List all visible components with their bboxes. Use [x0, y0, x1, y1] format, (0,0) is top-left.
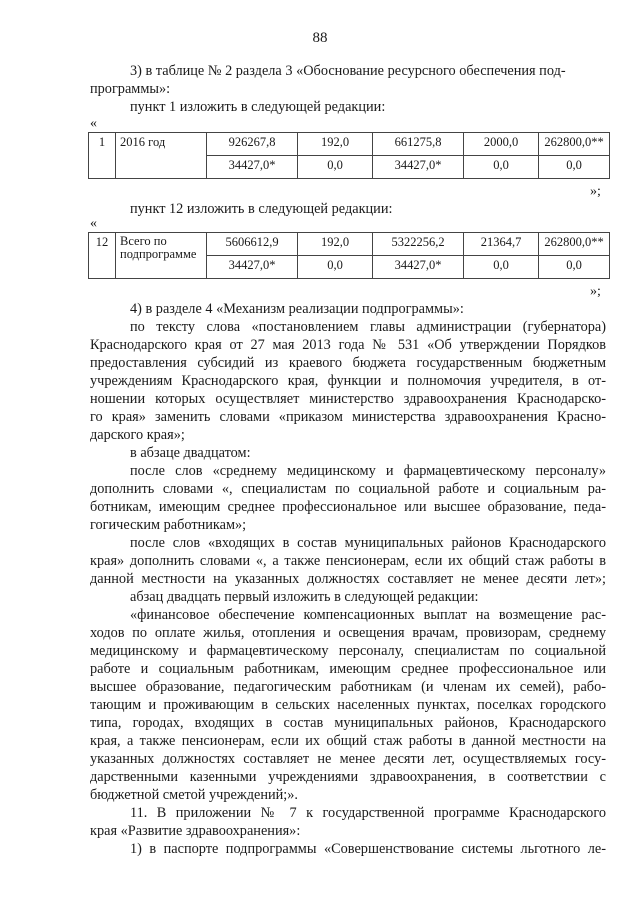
table-cell-label [116, 233, 207, 279]
body-line: указанных должностях составляет не менее десяти лет, осуществляемых госу- [90, 751, 606, 767]
table-cell: 34427,0* [207, 156, 298, 179]
body-line: 1) в паспорте подпрограммы «Совершенствование системы льготного ле- [130, 841, 606, 857]
intro-line-1: 3) в таблице № 2 раздела 3 «Обоснование ресурсного обеспечения под- [130, 63, 566, 79]
body-line: тающим и проживающим в сельских населенных пунктах, поселках городского [90, 697, 606, 713]
table-row [89, 233, 610, 256]
body-line: данной местности на указанных должностях составляет не менее десяти лет»; [90, 571, 606, 587]
body-line: работе и социальным работникам, имеющим среднее профессиональное или [90, 661, 606, 677]
intro-line-2: программы»: [90, 81, 171, 97]
table-item-1 [88, 132, 610, 179]
body-line: края «Развитие здравоохранения»: [90, 823, 301, 839]
open-quote-2: « [90, 216, 97, 231]
body-line: ношении которых осуществляет министерство здравоохранения Краснодарско- [90, 391, 606, 407]
body-line: высшее образование, педагогическим работникам (и членам их семей), рабо- [90, 679, 606, 695]
table-row [89, 133, 610, 156]
table-label-line-1: Всего по [120, 234, 167, 248]
table-cell: 0,0 [539, 156, 610, 179]
table-cell: 34427,0* [373, 256, 464, 279]
body-line: медицинскому и фармацевтическому персоналу, специалистам по социальной [90, 643, 606, 659]
close-quote-1: »; [590, 184, 601, 199]
table-cell: 2000,0 [464, 133, 539, 156]
mid-line: пункт 12 изложить в следующей редакции: [130, 201, 393, 217]
body-line: в абзаце двадцатом: [130, 445, 251, 461]
body-line: по тексту слова «постановлением главы администрации (губернатора) [130, 319, 606, 335]
body-line: 4) в разделе 4 «Механизм реализации подпрограммы»: [130, 301, 464, 317]
table-cell: 262800,0** [539, 233, 610, 256]
table-cell: 34427,0* [207, 256, 298, 279]
body-line: дополнить словами «, специалистам по социальной работе и социальным ра- [90, 481, 606, 497]
table-cell: 262800,0** [539, 133, 610, 156]
table-cell-index: 1 [89, 133, 116, 179]
table-label-line-2: подпрограмме [120, 247, 197, 261]
table-cell: 0,0 [298, 156, 373, 179]
table-cell-label: 2016 год [116, 133, 207, 179]
table-cell: 0,0 [464, 256, 539, 279]
body-line: типа, городах, входящих в состав муниципальных районов, Краснодарского [90, 715, 606, 731]
body-line: края» дополнить словами «, а также пенсионерам, если их общий стаж работы в [90, 553, 606, 569]
body-line: ходов по оплате жилья, отопления и освещения врачам, провизорам, среднему [90, 625, 606, 641]
table-cell-index: 12 [89, 233, 116, 279]
page-number: 88 [312, 30, 328, 46]
table-cell: 192,0 [298, 233, 373, 256]
table-cell: 5322256,2 [373, 233, 464, 256]
body-line: после слов «среднему медицинскому и фармацевтическому персоналу» [130, 463, 606, 479]
table-cell: 21364,7 [464, 233, 539, 256]
body-line: ботникам, имеющим среднее профессиональное или высшее образование, педа- [90, 499, 606, 515]
body-line: предоставления субсидий из краевого бюджета государственным бюджетным [90, 355, 606, 371]
body-line: 11. В приложении № 7 к государственной программе Краснодарского [130, 805, 606, 821]
body-line: гогическим работникам»; [90, 517, 247, 533]
body-line: края, а также пенсионерам, если их общий стаж работы в данной местности на [90, 733, 606, 749]
table-cell: 0,0 [539, 256, 610, 279]
intro-line-3: пункт 1 изложить в следующей редакции: [130, 99, 386, 115]
table-cell: 0,0 [464, 156, 539, 179]
table-cell: 5606612,9 [207, 233, 298, 256]
table-item-12 [88, 232, 610, 279]
close-quote-2: »; [590, 284, 601, 299]
table-cell: 0,0 [298, 256, 373, 279]
body-line: дарственными казенными учреждениями здравоохранения, в соответствии с [90, 769, 606, 785]
body-line: бюджетной сметой учреждений;». [90, 787, 298, 803]
body-line: «финансовое обеспечение компенсационных выплат на возмещение рас- [130, 607, 606, 623]
open-quote-1: « [90, 116, 97, 131]
table-cell: 34427,0* [373, 156, 464, 179]
body-line: после слов «входящих в состав муниципальных районов Краснодарского [130, 535, 606, 551]
body-line: Краснодарского края от 27 мая 2013 года № 531 «Об утверждении Порядков [90, 337, 606, 353]
table-cell: 926267,8 [207, 133, 298, 156]
body-line: учреждениям Краснодарского края, функции и полномочия учредителя, в от- [90, 373, 606, 389]
body-line: дарского края»; [90, 427, 185, 443]
table-cell: 192,0 [298, 133, 373, 156]
table-cell: 661275,8 [373, 133, 464, 156]
body-line: го края» заменить словами «приказом министерства здравоохранения Красно- [90, 409, 606, 425]
body-line: абзац двадцать первый изложить в следующей редакции: [130, 589, 479, 605]
